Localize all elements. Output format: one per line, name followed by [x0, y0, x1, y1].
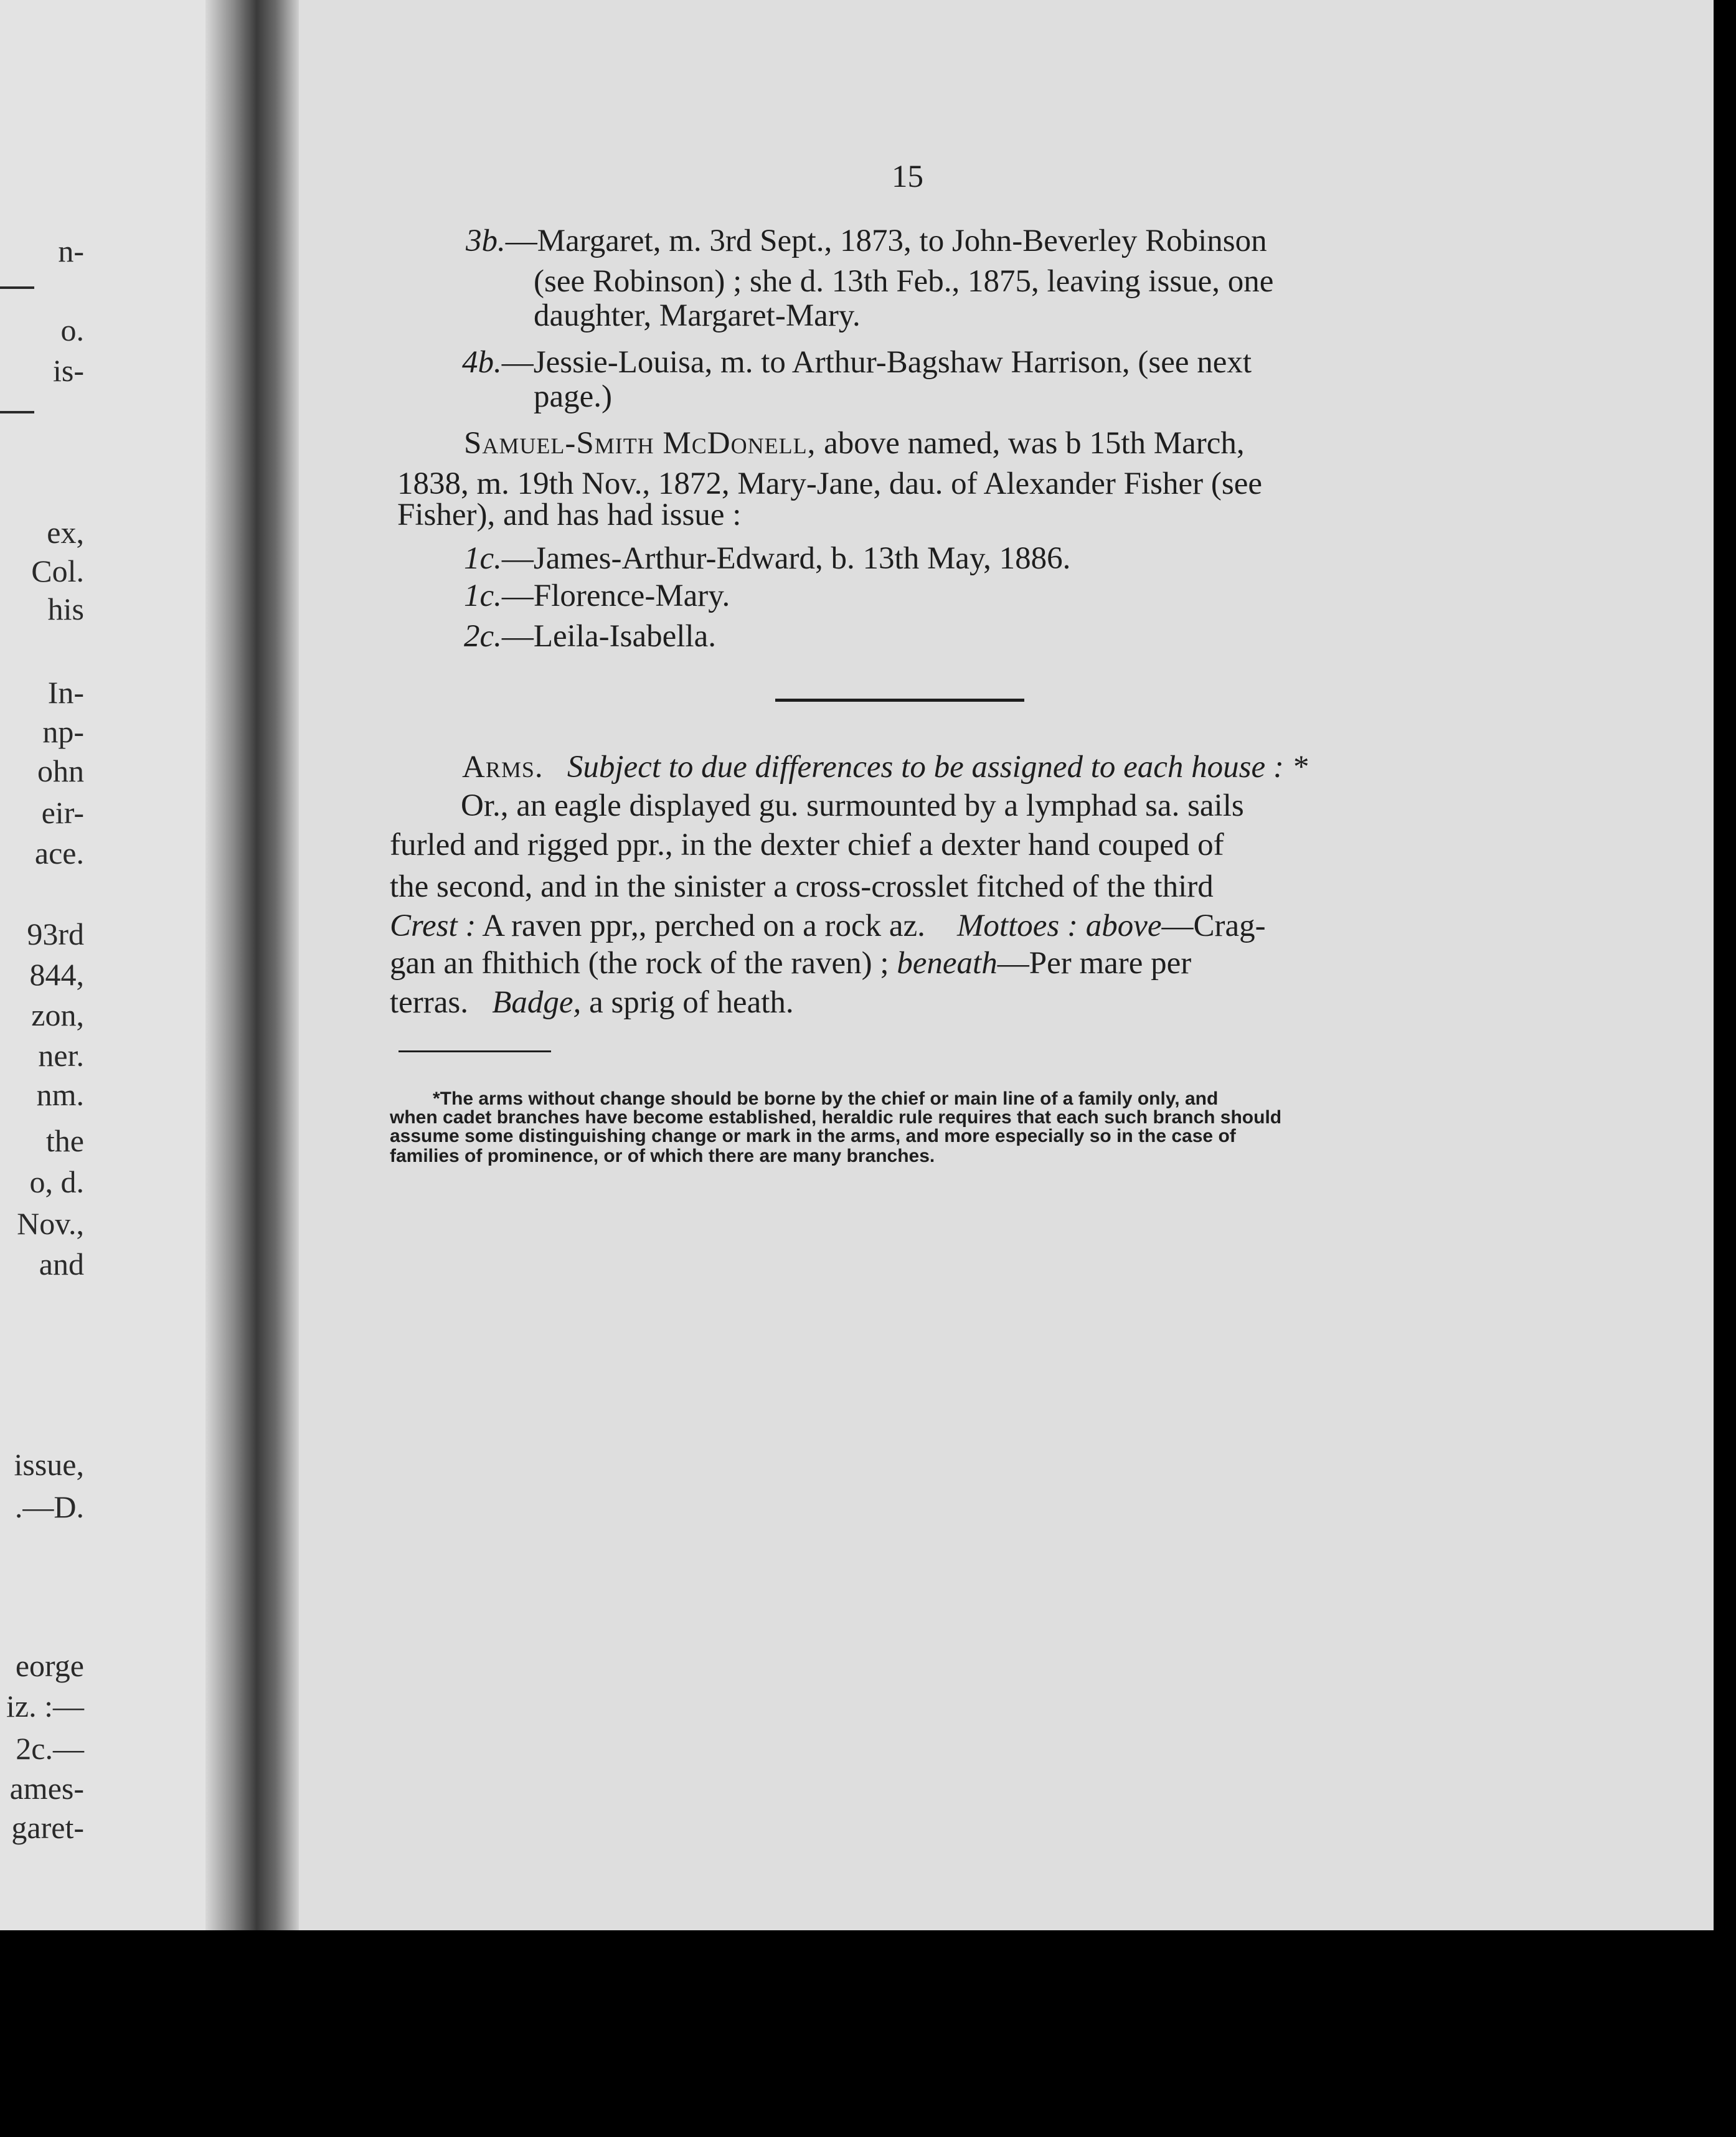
left-fragment: eir- — [41, 795, 84, 830]
left-fragment: garet- — [11, 1810, 84, 1845]
arms-line-1: Or., an eagle displayed gu. surmounted by a lymphad sa. sails — [461, 788, 1244, 823]
page-number: 15 — [892, 159, 923, 194]
entry-3b-line-3: daughter, Margaret-Mary. — [534, 298, 861, 333]
left-fragment: Col. — [31, 554, 84, 588]
left-fragment: issue, — [14, 1447, 84, 1482]
arms-line-6: terras. Badge, a sprig of heath. — [390, 985, 794, 1020]
arms-heading: Arms. Subject to due differences to be assigned to each house : * — [462, 750, 1308, 785]
scan-border-bottom — [0, 1930, 1736, 2137]
crest-label: Crest : — [390, 908, 476, 943]
left-fragment: o. — [60, 313, 84, 347]
mottoes-label: Mottoes : above — [956, 908, 1162, 943]
left-fragment: zon, — [31, 998, 84, 1032]
entry-number: 4b. — [462, 345, 502, 380]
entry-4b-line-2: page.) — [534, 379, 613, 414]
entry-number: 3b. — [466, 224, 506, 258]
left-fragment: o, d. — [29, 1164, 84, 1199]
left-fragment: ner. — [38, 1038, 84, 1073]
child-line: 1c.—Florence-Mary. — [464, 578, 730, 613]
arms-label: Arms. — [462, 750, 544, 785]
arms-line-2: furled and rigged ppr., in the dexter chief a dexter hand couped of — [390, 828, 1224, 862]
beneath-label: beneath — [897, 946, 998, 981]
left-fragment: In- — [47, 675, 84, 710]
badge-label: Badge, — [492, 985, 582, 1020]
left-rule — [0, 411, 34, 413]
entry-3b-line-1: 3b.—Margaret, m. 3rd Sept., 1873, to John-Beverley Robinson — [466, 224, 1267, 258]
left-fragment: n- — [58, 234, 84, 268]
left-fragment: .—D. — [14, 1489, 84, 1524]
footnote-line-1: *The arms without change should be borne by the chief or main line of a family only, and — [433, 1088, 1219, 1109]
left-fragment: Nov., — [17, 1206, 84, 1241]
left-fragment: is- — [53, 353, 84, 388]
arms-crest-line: Crest : A raven ppr,, perched on a rock az. Mottoes : above—Crag- — [390, 908, 1266, 943]
samuel-line-3: Fisher), and has had issue : — [397, 498, 742, 532]
samuel-line-2: 1838, m. 19th Nov., 1872, Mary-Jane, dau. of Alexander Fisher (see — [397, 466, 1262, 501]
samuel-line-1: Samuel-Smith McDonell, above named, was b 15th March, — [464, 426, 1245, 461]
left-fragment: and — [39, 1247, 84, 1281]
section-divider — [775, 699, 1024, 702]
book-gutter — [205, 0, 299, 1961]
left-fragment: ex, — [47, 515, 84, 550]
left-fragment: eorge — [15, 1648, 84, 1683]
left-fragment: nm. — [36, 1077, 84, 1112]
left-fragment: his — [47, 592, 84, 626]
left-fragment: ace. — [34, 836, 84, 870]
person-name: Samuel-Smith McDonell, — [464, 426, 816, 461]
arms-line-5: gan an fhithich (the rock of the raven) ; beneath—Per mare per — [390, 946, 1192, 981]
left-fragment: ames- — [9, 1771, 84, 1806]
left-rule — [0, 286, 34, 289]
scan-border-right — [1714, 0, 1736, 2137]
left-fragment: 93rd — [27, 917, 84, 951]
footnote-divider — [399, 1050, 551, 1052]
child-line: 2c.—Leila-Isabella. — [464, 619, 716, 654]
child-line: 1c.—James-Arthur-Edward, b. 13th May, 1886. — [464, 541, 1071, 576]
left-fragment: ohn — [37, 753, 84, 788]
left-fragment: the — [45, 1123, 84, 1158]
footnote-line-3: assume some distinguishing change or mark in the arms, and more especially so in the case of — [390, 1126, 1236, 1146]
left-fragment: iz. :— — [6, 1689, 84, 1724]
left-fragment: np- — [42, 714, 84, 749]
left-fragment: 2c.— — [16, 1731, 84, 1766]
footnote-line-4: families of prominence, or of which there are many branches. — [390, 1146, 935, 1166]
entry-3b-line-2: (see Robinson) ; she d. 13th Feb., 1875, leaving issue, one — [534, 264, 1274, 299]
footnote-line-2: when cadet branches have become established, heraldic rule requires that each such branch should — [390, 1107, 1282, 1128]
left-fragment: 844, — [29, 957, 84, 992]
arms-line-3: the second, and in the sinister a cross-crosslet fitched of the third — [390, 869, 1214, 904]
entry-4b-line-1: 4b.—Jessie-Louisa, m. to Arthur-Bagshaw Harrison, (see next — [462, 345, 1252, 380]
